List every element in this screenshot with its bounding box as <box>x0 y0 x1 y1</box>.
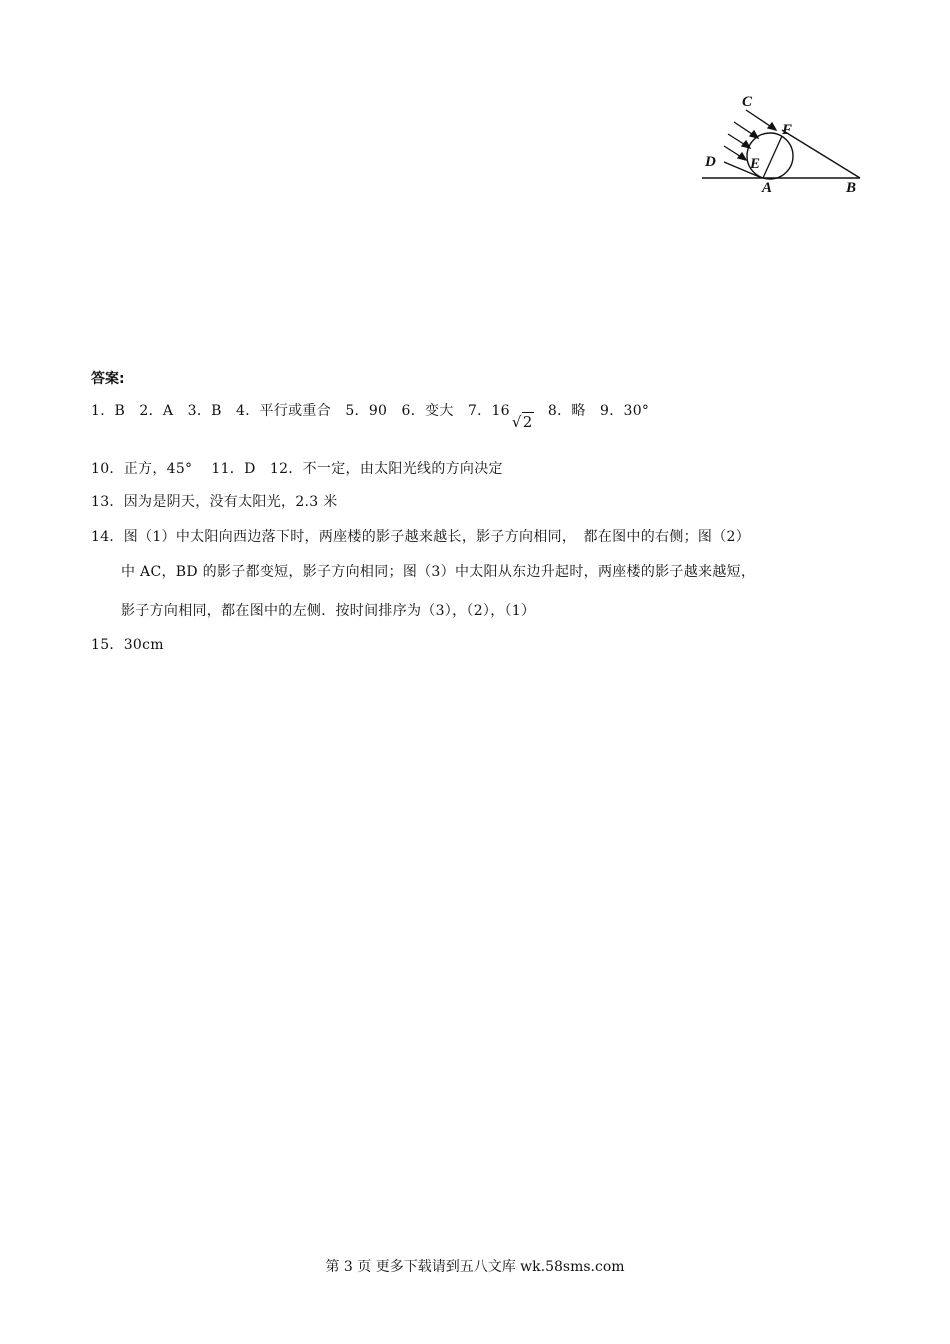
sqrt-expression <box>512 413 534 431</box>
label-f: F <box>782 122 793 138</box>
answer-line-7: 15．30cm <box>91 637 164 653</box>
answer-line-4: 14．图（1）中太阳向西边落下时，两座楼的影子越来越长，影子方向相同， 都在图中的右侧；图（2） <box>91 529 751 545</box>
label-a: A <box>762 180 773 196</box>
geometry-figure <box>700 92 870 200</box>
label-b: B <box>846 180 857 196</box>
label-c: C <box>742 94 753 110</box>
answer-line-2: 10．正方，45° 11．D 12．不一定，由太阳光线的方向决定 <box>91 461 503 477</box>
label-d: D <box>705 154 716 170</box>
answer-line-3: 13．因为是阴天，没有太阳光，2.3 米 <box>91 494 338 510</box>
sqrt-radical-icon: √ <box>511 413 522 431</box>
page-footer: 第 3 页 更多下载请到五八文库 wk.58sms.com <box>325 1259 625 1275</box>
answer-line-5: 中 AC，BD 的影子都变短，影子方向相同；图（3）中太阳从东边升起时，两座楼的影子越来越短， <box>121 564 756 580</box>
label-e: E <box>750 156 761 172</box>
answer-line-1-b: 8．略 9．30° <box>547 403 650 419</box>
answer-line-1-a: 1．B 2．A 3．B 4．平行或重合 5．90 6．变大 7．16 <box>91 403 510 419</box>
answer-line-1 <box>91 400 650 431</box>
chord-fa <box>763 136 782 178</box>
answers-section <box>91 360 871 653</box>
sqrt-radicand: 2 <box>522 413 533 431</box>
answers-title: 答案: <box>91 371 125 387</box>
answer-line-6: 影子方向相同，都在图中的左侧．按时间排序为（3），（2），（1） <box>121 603 536 619</box>
line-bf <box>782 130 860 178</box>
